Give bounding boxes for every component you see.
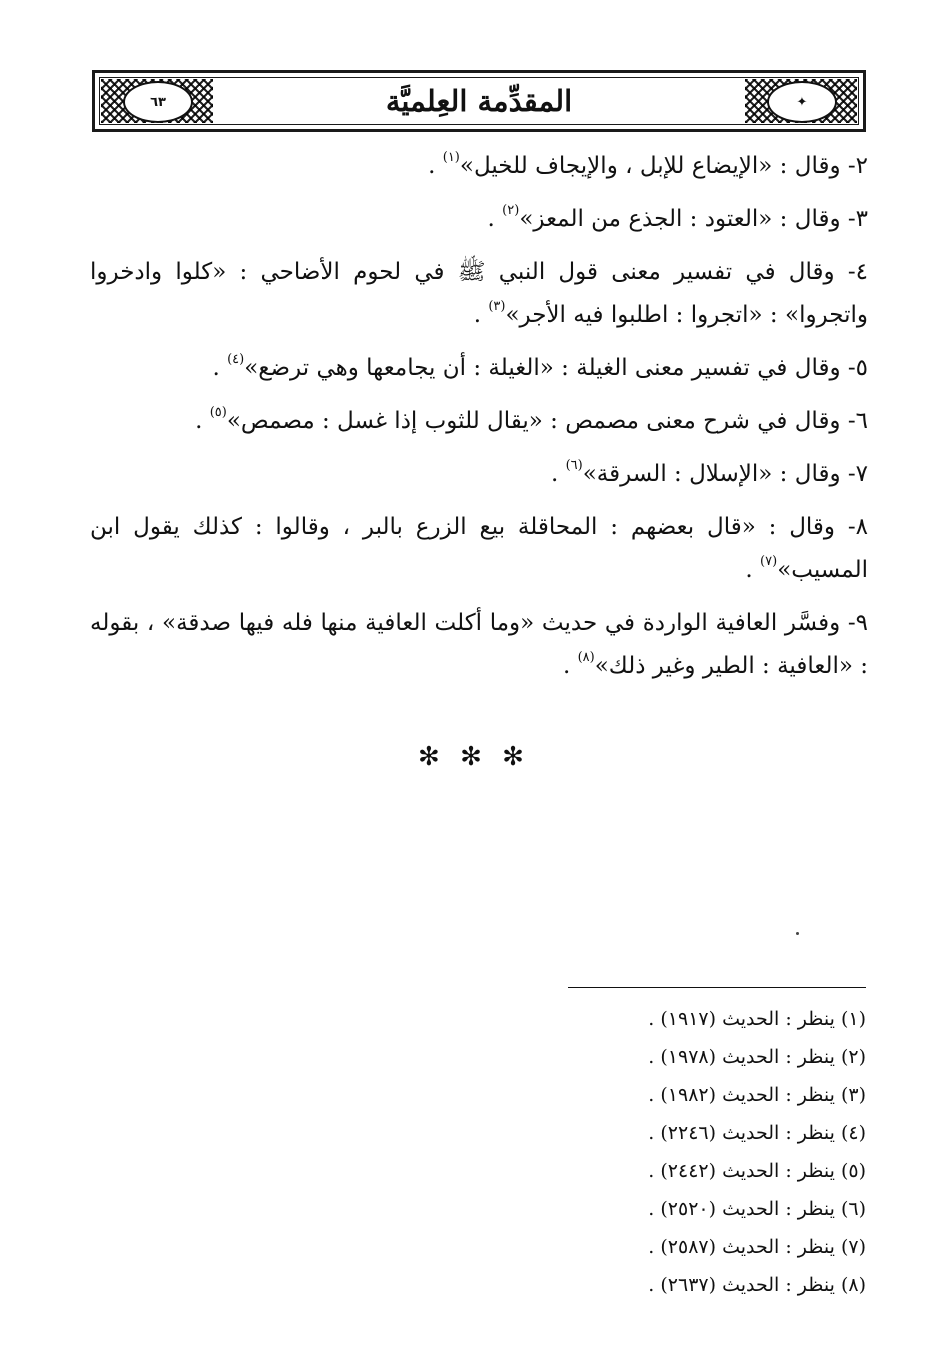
footnote-ref: (٣) (488, 299, 506, 314)
footnote-ref: (٧) (760, 554, 778, 569)
paragraph-text: ٢- وقال : «الإيضاع للإبل ، والإيجاف للخيل» (459, 153, 868, 179)
paragraph-tail: . (487, 206, 503, 232)
footnote-ref: (٤) (227, 352, 245, 367)
paragraph-text: ٨- وقال : «قال بعضهم : المحاقلة بيع الزرع بالبر ، وقالوا : كذلك يقول ابن المسيب» (90, 514, 868, 583)
stray-dot (796, 932, 799, 935)
footnote-ref: (٥) (209, 405, 227, 420)
paragraph (90, 506, 868, 592)
footnote: (٢) ينظر : الحديث (١٩٧٨) . (648, 1046, 866, 1068)
page-header (92, 70, 866, 132)
paragraph (90, 198, 868, 241)
paragraph-text: ٧- وقال : «الإسلال : السرقة» (582, 461, 868, 487)
paragraph (90, 400, 868, 443)
book-emblem-logo: ✦ (767, 81, 837, 123)
paragraph-tail: . (473, 302, 489, 328)
paragraph-tail: . (745, 557, 761, 583)
paragraph-tail: . (562, 653, 578, 679)
paragraph-text: ٥- وقال في تفسير معنى الغيلة : «الغيلة : أن يجامعها وهي ترضع» (244, 355, 868, 381)
footnote: (٧) ينظر : الحديث (٢٥٨٧) . (648, 1236, 866, 1258)
paragraph-tail: . (212, 355, 228, 381)
footnote: (٨) ينظر : الحديث (٢٦٣٧) . (648, 1274, 866, 1296)
footnotes-list (366, 1000, 866, 1304)
paragraph-tail: . (195, 408, 210, 434)
footnote: (٣) ينظر : الحديث (١٩٨٢) . (648, 1084, 866, 1106)
footnote-divider (568, 987, 866, 988)
paragraph (90, 251, 868, 337)
main-text (90, 145, 868, 698)
header-ornament-right (745, 79, 857, 123)
footnote-ref: (٨) (577, 650, 595, 665)
paragraph-text: ٦- وقال في شرح معنى مصمص : «يقال للثوب إذا غسل : مصمص» (226, 408, 868, 434)
paragraph (90, 145, 868, 188)
page-title: المقدِّمة العِلميَّة (385, 84, 573, 118)
header-ornament-left (101, 79, 213, 123)
paragraph (90, 347, 868, 390)
paragraph-text: ٣- وقال : «العتود : الجذع من المعز» (519, 206, 868, 232)
footnote: (٤) ينظر : الحديث (٢٢٤٦) . (648, 1122, 866, 1144)
footnote: (١) ينظر : الحديث (١٩١٧) . (648, 1008, 866, 1030)
footnote-ref: (٦) (565, 458, 583, 473)
paragraph-text: ٩- وفسَّر العافية الواردة في حديث «وما أكلت العافية منها فله فيها صدقة» ، بقوله : «العافية : الطير وغير ذلك» (90, 610, 868, 679)
footnote-ref: (١) (442, 150, 460, 165)
footnote-ref: (٢) (502, 203, 520, 218)
paragraph (90, 453, 868, 496)
paragraph-tail: . (428, 153, 443, 179)
section-separator: ✻ ✻ ✻ (418, 742, 530, 772)
footnote: (٦) ينظر : الحديث (٢٥٢٠) . (648, 1198, 866, 1220)
paragraph-tail: . (550, 461, 566, 487)
footnote: (٥) ينظر : الحديث (٢٤٤٢) . (648, 1160, 866, 1182)
paragraph-text: ٤- وقال في تفسير معنى قول النبي ﷺ في لحوم الأضاحي : «كلوا وادخروا واتجروا» : «اتجروا : اطلبوا فيه الأجر» (90, 259, 868, 328)
paragraph (90, 602, 868, 688)
page-number: ٦٣ (123, 81, 193, 123)
